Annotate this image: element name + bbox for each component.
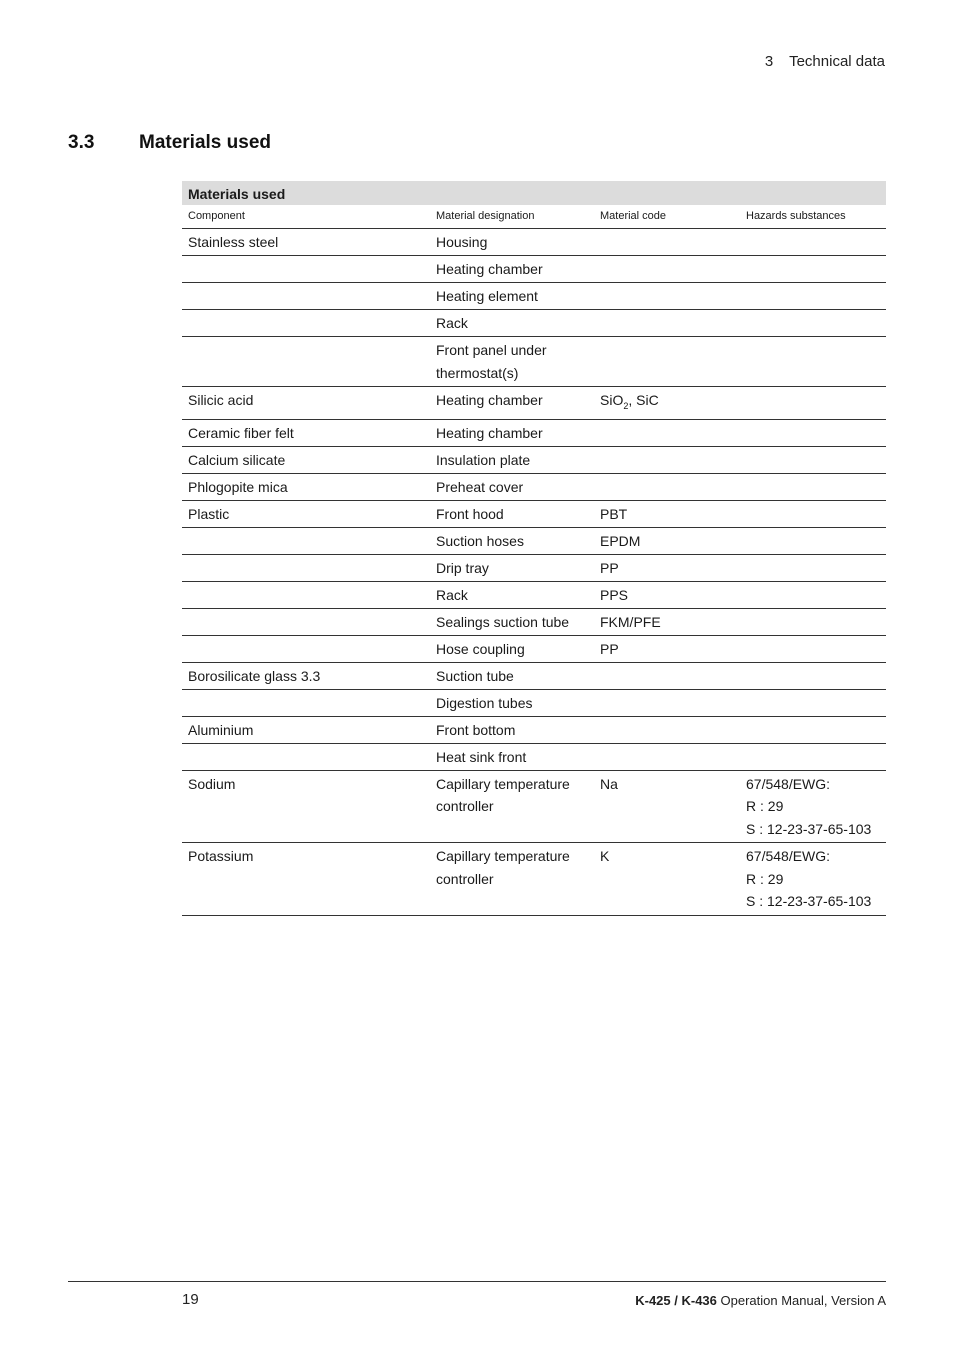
table-cell: [182, 689, 430, 716]
table-cell: [594, 473, 740, 500]
table-cell: Stainless steel: [182, 229, 430, 256]
table-caption-row: [182, 181, 886, 205]
table-cell: Suction tube: [430, 662, 594, 689]
table-cell: Phlogopite mica: [182, 473, 430, 500]
table-row: [182, 716, 886, 743]
column-header: Component: [182, 205, 430, 229]
table-row: [182, 337, 886, 387]
table-cell: Preheat cover: [430, 473, 594, 500]
table-cell: [182, 608, 430, 635]
running-header: [765, 53, 885, 70]
table-cell: Drip tray: [430, 554, 594, 581]
table-cell: [740, 635, 886, 662]
column-header: Hazards substances: [740, 205, 886, 229]
table-row: [182, 310, 886, 337]
table-cell: [182, 256, 430, 283]
table-row: [182, 527, 886, 554]
chapter-number: 3: [764, 53, 774, 70]
table-cell: Ceramic fiber felt: [182, 419, 430, 446]
table-row: [182, 283, 886, 310]
table-cell: [594, 689, 740, 716]
table-row: [182, 581, 886, 608]
table-cell: FKM/PFE: [594, 608, 740, 635]
table-cell: [740, 256, 886, 283]
table-cell: [182, 635, 430, 662]
table-cell: Silicic acid: [182, 387, 430, 420]
table-cell: [182, 554, 430, 581]
footer-title-text: Operation Manual, Version A: [716, 1293, 886, 1308]
materials-table: [182, 181, 886, 916]
table-row: [182, 662, 886, 689]
table-cell: PPS: [594, 581, 740, 608]
table-cell: [594, 283, 740, 310]
footer-divider: [68, 1281, 886, 1282]
table-cell: [740, 473, 886, 500]
table-cell: Capillary temperature controller: [430, 843, 594, 916]
table-cell: [740, 446, 886, 473]
table-cell: [740, 527, 886, 554]
table-row: [182, 843, 886, 916]
table-cell: [740, 337, 886, 387]
table-cell: [594, 256, 740, 283]
table-cell: Front bottom: [430, 716, 594, 743]
table-cell: Rack: [430, 310, 594, 337]
table-cell: [740, 387, 886, 420]
table-cell: [182, 743, 430, 770]
section-title: Materials used: [139, 132, 271, 153]
table-cell: Heating chamber: [430, 256, 594, 283]
table-cell: [740, 581, 886, 608]
table-caption: Materials used: [182, 181, 886, 205]
table-row: [182, 387, 886, 420]
table-cell: [740, 500, 886, 527]
table-cell: [182, 310, 430, 337]
table-row: [182, 743, 886, 770]
table-cell: [740, 310, 886, 337]
table-cell: PP: [594, 554, 740, 581]
table-cell: [182, 527, 430, 554]
table-cell: Digestion tubes: [430, 689, 594, 716]
table-cell: Rack: [430, 581, 594, 608]
table-cell: [740, 608, 886, 635]
table-row: [182, 689, 886, 716]
column-header: Material code: [594, 205, 740, 229]
table-row: [182, 229, 886, 256]
table-cell: PBT: [594, 500, 740, 527]
table-cell: Suction hoses: [430, 527, 594, 554]
table-cell: [182, 337, 430, 387]
table-cell: Plastic: [182, 500, 430, 527]
table-row: [182, 554, 886, 581]
table-cell: [594, 419, 740, 446]
table-cell: Hose coupling: [430, 635, 594, 662]
table-cell: Heat sink front: [430, 743, 594, 770]
table-row: [182, 608, 886, 635]
table-row: [182, 256, 886, 283]
chapter-title: Technical data: [789, 53, 885, 70]
table-row: [182, 419, 886, 446]
table-cell: EPDM: [594, 527, 740, 554]
table-cell: 67/548/EWG: R : 29 S : 12-23-37-65-103: [740, 843, 886, 916]
table-row: [182, 500, 886, 527]
section-number: 3.3: [68, 132, 95, 153]
page-number: 19: [182, 1291, 199, 1308]
table-cell: [740, 716, 886, 743]
table-cell: [594, 229, 740, 256]
table-row: [182, 635, 886, 662]
table-cell: Heating chamber: [430, 419, 594, 446]
table-cell: Capillary temperature controller: [430, 770, 594, 843]
column-header: Material designation: [430, 205, 594, 229]
table-cell: Na: [594, 770, 740, 843]
section-heading: [68, 132, 271, 154]
table-cell: [740, 283, 886, 310]
column-header-row: [182, 205, 886, 229]
table-cell: K: [594, 843, 740, 916]
table-cell: [740, 229, 886, 256]
table-cell: [740, 743, 886, 770]
table-cell: Insulation plate: [430, 446, 594, 473]
table-cell: Sodium: [182, 770, 430, 843]
table-cell: [594, 662, 740, 689]
table-cell: [594, 310, 740, 337]
table-cell: PP: [594, 635, 740, 662]
table-cell: Aluminium: [182, 716, 430, 743]
footer-doc-title: [635, 1293, 886, 1308]
table-cell: [740, 662, 886, 689]
table-cell: Sealings suction tube: [430, 608, 594, 635]
table-cell: Potassium: [182, 843, 430, 916]
table-cell: [594, 716, 740, 743]
table-cell: Calcium silicate: [182, 446, 430, 473]
table-cell: Heating element: [430, 283, 594, 310]
table-row: [182, 473, 886, 500]
table-cell: [740, 419, 886, 446]
table-cell: [594, 446, 740, 473]
table-cell: [182, 581, 430, 608]
table-cell: Borosilicate glass 3.3: [182, 662, 430, 689]
table-cell: Heating chamber: [430, 387, 594, 420]
table-cell: [740, 554, 886, 581]
table-cell: [740, 689, 886, 716]
table-cell: Front hood: [430, 500, 594, 527]
table-row: [182, 770, 886, 843]
table-cell: [594, 337, 740, 387]
table-cell: Housing: [430, 229, 594, 256]
footer-model: K-425 / K-436: [635, 1293, 717, 1308]
table-cell: [594, 743, 740, 770]
table-cell: Front panel under thermostat(s): [430, 337, 594, 387]
table-cell: 67/548/EWG: R : 29 S : 12-23-37-65-103: [740, 770, 886, 843]
table-body: [182, 229, 886, 916]
table-row: [182, 446, 886, 473]
table-cell: [182, 283, 430, 310]
table-cell: SiO$_2$, SiC: [594, 387, 740, 420]
